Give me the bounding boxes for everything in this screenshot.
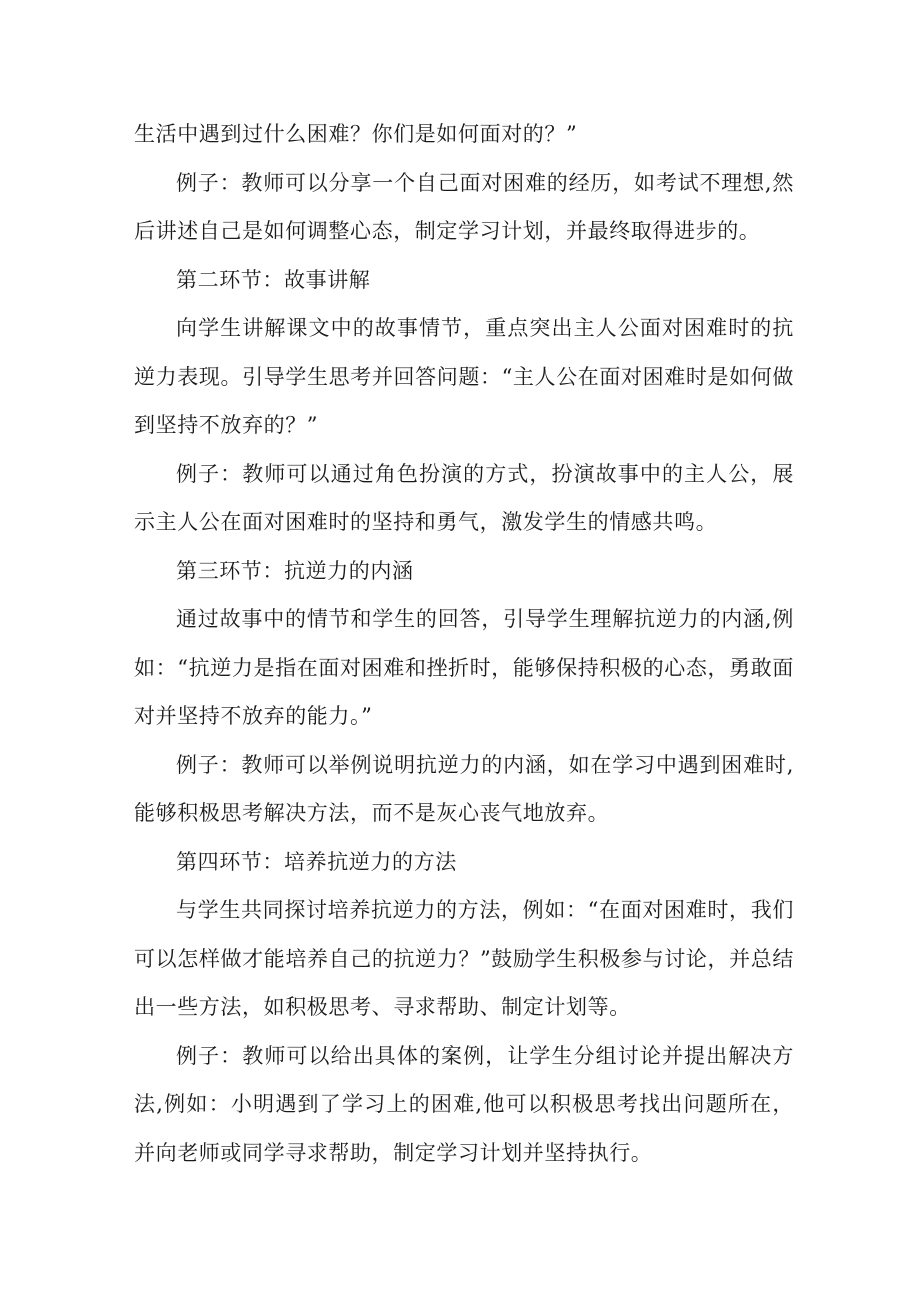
section-heading-3: 第三环节：抗逆力的内涵 [176,558,414,583]
paragraph-story-explanation: 向学生讲解课文中的故事情节，重点突出主人公面对困难时的抗逆力表现。引导学生思考并回答问题：“主人公在面对困难时是如何做到坚持不放弃的？” [134,316,794,437]
paragraph-example-role-play: 例子：教师可以通过角色扮演的方式，扮演故事中的主人公，展示主人公在面对困难时的坚持和勇气，激发学生的情感共鸣。 [134,461,794,534]
section-heading-4: 第四环节：培养抗逆力的方法 [176,849,457,874]
paragraph-example-case: 例子：教师可以给出具体的案例，让学生分组讨论并提出解决方法,例如：小明遇到了学习上的困难,他可以积极思考找出问题所在，并向老师或同学寻求帮助，制定学习计划并坚持执行。 [134,1043,794,1165]
paragraph-example-resilience: 例子：教师可以举例说明抗逆力的内涵，如在学习中遇到困难时,能够积极思考解决方法，而不是灰心丧气地放弃。 [134,752,794,825]
paragraph-continuation: 生活中遇到过什么困难？你们是如何面对的？” [134,122,578,146]
section-heading-2: 第二环节：故事讲解 [176,267,371,292]
paragraph-resilience-meaning: 通过故事中的情节和学生的回答，引导学生理解抗逆力的内涵,例如：“抗逆力是指在面对困难和挫折时，能够保持积极的心态，勇敢面对并坚持不放弃的能力。” [134,607,794,728]
paragraph-methods-discussion: 与学生共同探讨培养抗逆力的方法，例如：“在面对困难时，我们可以怎样做才能培养自己的抗逆力？”鼓励学生积极参与讨论，并总结出一些方法，如积极思考、寻求帮助、制定计划等。 [134,898,794,1019]
document-body [134,110,794,1177]
paragraph-example-share-experience: 例子：教师可以分享一个自己面对困难的经历，如考试不理想,然后讲述自己是如何调整心态，制定学习计划，并最终取得进步的。 [134,170,794,243]
